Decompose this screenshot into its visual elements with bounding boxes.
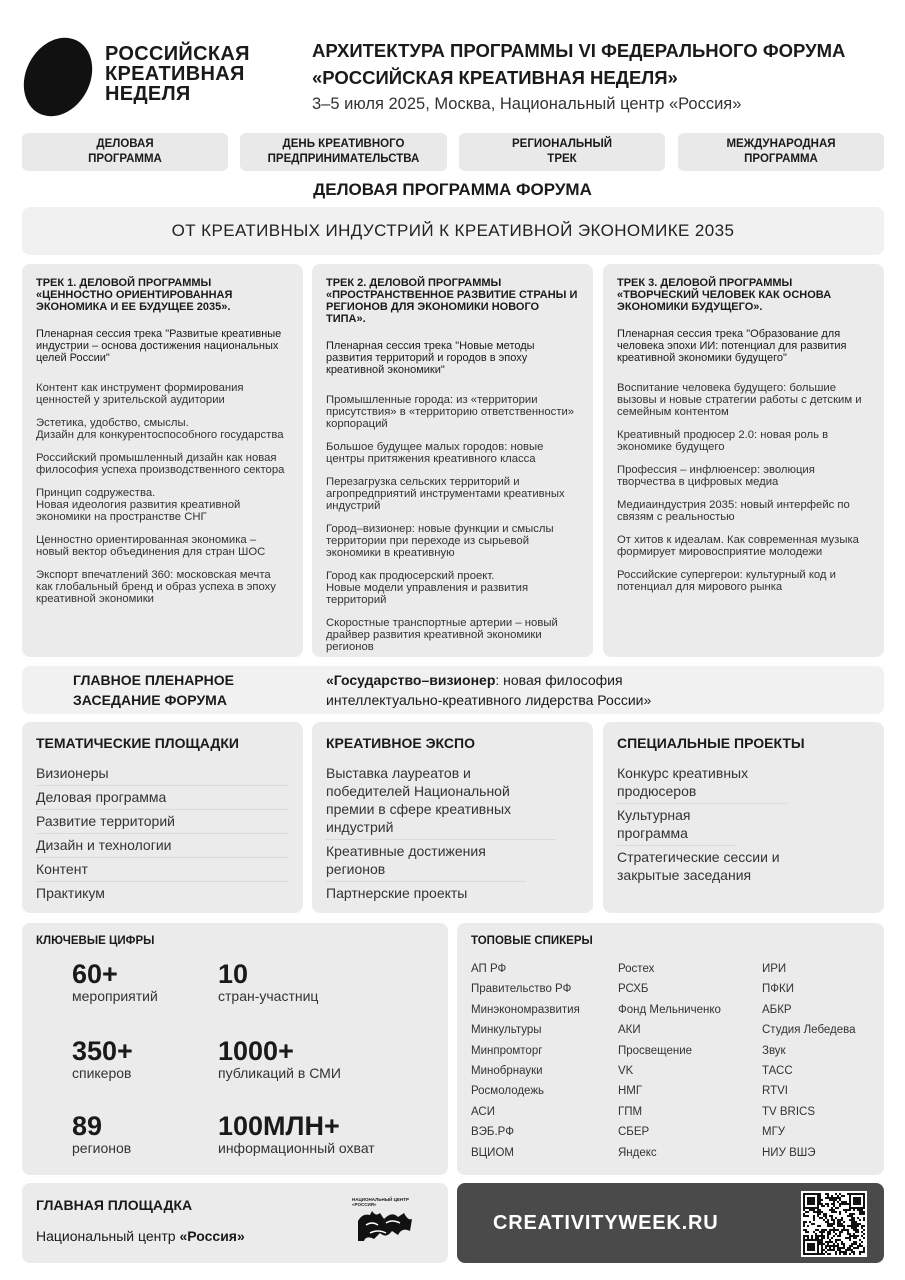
key-numbers-title: КЛЮЧЕВЫЕ ЦИФРЫ: [36, 935, 155, 947]
website-link[interactable]: CREATIVITYWEEK.RU: [493, 1212, 719, 1234]
track-title: ТРЕК 3. ДЕЛОВОЙ ПРОГРАММЫ «ТВОРЧЕСКИЙ ЧЕЛОВЕК КАК ОСНОВА ЭКОНОМИКИ БУДУЩЕГО».: [617, 277, 832, 313]
track-session: Воспитание человека будущего: большие вызовы и новые стратегии работы с детским и семейным контентом: [617, 382, 862, 418]
box-item: Контент: [36, 860, 289, 882]
top-speakers-title: ТОПОВЫЕ СПИКЕРЫ: [471, 935, 593, 947]
track-session: Медиаиндустрия 2035: новый интерфейс по связям с реальностью: [617, 499, 850, 523]
logo-text: [105, 44, 250, 104]
russia-emblem-icon: [352, 1207, 418, 1245]
stat-countries: [218, 960, 388, 1004]
track-session: Ценностно ориентированная экономика – новый вектор объединения для стран ШОС: [36, 534, 266, 558]
stat-value: 10: [218, 959, 249, 989]
stat-regions: [72, 1112, 242, 1156]
plenary-topic-bold: «Государство–визионер: [326, 672, 496, 688]
qr-code-icon: [801, 1191, 867, 1257]
speaker-org: ИРИ: [762, 963, 787, 975]
track-session: От хитов к идеалам. Как современная музыка формирует мировосприятие молодежи: [617, 534, 859, 558]
track-card-3: [603, 264, 884, 657]
speaker-org: ВЦИОМ: [471, 1146, 514, 1159]
track-title: ТРЕК 2. ДЕЛОВОЙ ПРОГРАММЫ «ПРОСТРАНСТВЕННОЕ РАЗВИТИЕ СТРАНЫ И РЕГИОНОВ ДЛЯ ЭКОНОМИКИ НОВОГО ТИПА».: [326, 277, 578, 325]
stat-value: 350+: [72, 1036, 133, 1066]
box-item: Партнерские проекты: [326, 885, 468, 901]
speaker-org: ТАСС: [762, 1064, 793, 1077]
track-session: Профессия – инфлюенсер: эволюция творчества в цифровых медиа: [617, 464, 815, 488]
tab-business-program[interactable]: ДЕЛОВАЯ ПРОГРАММА: [22, 133, 228, 171]
box-item: Креативные достижения регионов: [326, 842, 526, 882]
speaker-org: TV BRICS: [762, 1105, 816, 1118]
track-session: Российский промышленный дизайн как новая философия успеха производственного сектора: [36, 452, 285, 476]
thematic-venues-box: [22, 722, 303, 913]
speaker-org: ПФКИ: [762, 983, 794, 996]
speaker-org: Минэкономразвития: [471, 1003, 580, 1016]
stat-events: [72, 960, 242, 1004]
special-projects-box: [603, 722, 884, 913]
stat-label: спикеров: [72, 1065, 132, 1081]
box-item: Деловая программа: [36, 788, 289, 810]
speaker-org: Минобрнауки: [471, 1064, 543, 1077]
tab-entrepreneurship-day[interactable]: ДЕНЬ КРЕАТИВНОГО ПРЕДПРИНИМАТЕЛЬСТВА: [240, 133, 447, 171]
venue-name: [36, 1228, 245, 1244]
speaker-org: Правительство РФ: [471, 983, 572, 996]
speaker-org: НИУ ВШЭ: [762, 1146, 816, 1159]
box-item: Практикум: [36, 885, 105, 901]
track-session: Контент как инструмент формирования ценностей у зрительской аудитории: [36, 382, 244, 406]
venue-title: ГЛАВНАЯ ПЛОЩАДКА: [36, 1197, 193, 1213]
emblem-text: НАЦИОНАЛЬНЫЙ ЦЕНТР «РОССИЯ»: [352, 1197, 409, 1207]
track-session: Экспорт впечатлений 360: московская мечта как глобальный бренд и образ успеха в эпоху креативной экономики: [36, 569, 276, 605]
russia-center-emblem: [352, 1197, 418, 1250]
logo-line: НЕДЕЛЯ: [105, 83, 191, 105]
stat-value: 1000+: [218, 1036, 294, 1066]
speaker-org: Просвещение: [618, 1044, 693, 1057]
stat-publications: [218, 1037, 388, 1081]
track-session: Скоростные транспортные артерии – новый драйвер развития креативной экономики регионов: [326, 617, 558, 653]
speaker-org: СБЕР: [618, 1126, 650, 1139]
speaker-org: ВЭБ.РФ: [471, 1126, 514, 1139]
stat-reach: [218, 1112, 418, 1156]
speaker-org: Минкультуры: [471, 1024, 542, 1037]
speaker-org: Студия Лебедева: [762, 1024, 856, 1037]
track-plenary: Пленарная сессия трека "Развитые креативные индустрии – основа достижения национальных целей России": [36, 328, 282, 364]
track-plenary: Пленарная сессия трека "Образование для человека эпохи ИИ: потенциал для развития креативной экономики будущего": [617, 328, 847, 364]
logo-line: РОССИЙСКАЯ: [105, 43, 250, 65]
speaker-org: Минпромторг: [471, 1044, 543, 1057]
plenary-topic-rest: : новая философия: [495, 672, 623, 688]
stat-value: 89: [72, 1111, 103, 1141]
speaker-org: RTVI: [762, 1085, 788, 1098]
track-plenary: Пленарная сессия трека "Новые методы развития территорий и городов в эпоху креативной экономики": [326, 340, 535, 376]
track-session: Большое будущее малых городов: новые центры притяжения креативного класса: [326, 441, 544, 465]
track-session: Креативный продюсер 2.0: новая роль в экономике будущего: [617, 429, 829, 453]
speaker-org: ГПМ: [618, 1105, 643, 1118]
box-item: Развитие территорий: [36, 812, 289, 834]
speaker-org: АБКР: [762, 1003, 792, 1016]
theme-banner: ОТ КРЕАТИВНЫХ ИНДУСТРИЙ К КРЕАТИВНОЙ ЭКОНОМИКЕ 2035: [22, 207, 884, 255]
stat-label: регионов: [72, 1140, 132, 1156]
box-item: Стратегические сессии и закрытые заседания: [617, 849, 780, 883]
track-session: Промышленные города: из «территории присутствия» в «территорию ответственности» корпораций: [326, 394, 575, 430]
box-title: КРЕАТИВНОЕ ЭКСПО: [326, 735, 475, 751]
speaker-org: АКИ: [618, 1024, 641, 1037]
speaker-org: Звук: [762, 1044, 786, 1057]
stat-label: информационный охват: [218, 1140, 375, 1156]
stat-value: 100МЛН+: [218, 1111, 340, 1141]
track-card-2: [312, 264, 593, 657]
track-card-1: [22, 264, 303, 657]
tab-international-program[interactable]: МЕЖДУНАРОДНАЯ ПРОГРАММА: [678, 133, 884, 171]
speaker-org: Яндекс: [618, 1146, 657, 1159]
creative-expo-box: [312, 722, 593, 913]
stat-label: мероприятий: [72, 988, 158, 1004]
speaker-org: VK: [618, 1064, 634, 1077]
stat-label: стран-участниц: [218, 988, 319, 1004]
speakers-column-1: [471, 963, 621, 1167]
box-title: ТЕМАТИЧЕСКИЕ ПЛОЩАДКИ: [36, 735, 239, 751]
tab-regional-track[interactable]: РЕГИОНАЛЬНЫЙ ТРЕК: [459, 133, 665, 171]
plenary-topic: [326, 670, 651, 710]
logo-line: КРЕАТИВНАЯ: [105, 63, 245, 85]
box-title: СПЕЦИАЛЬНЫЕ ПРОЕКТЫ: [617, 735, 805, 751]
qr-code[interactable]: [801, 1191, 867, 1257]
stat-value: 60+: [72, 959, 118, 989]
speaker-org: НМГ: [618, 1085, 643, 1098]
venue-name-bold: «Россия»: [179, 1228, 245, 1244]
box-item: Выставка лауреатов и победителей Национальной премии в сфере креативных индустрий: [326, 764, 556, 840]
plenary-topic-line2: интеллектуально-креативного лидерства России»: [326, 692, 652, 708]
track-session: Эстетика, удобство, смыслы. Дизайн для конкурентоспособного государства: [36, 417, 284, 441]
box-item: Визионеры: [36, 764, 289, 786]
speaker-org: РСХБ: [618, 983, 649, 996]
speaker-org: МГУ: [762, 1126, 786, 1139]
track-session: Перезагрузка сельских территорий и агропредприятий инструментами креативных индустрий: [326, 476, 565, 512]
venue-prefix: Национальный центр: [36, 1228, 180, 1244]
stat-label: публикаций в СМИ: [218, 1065, 341, 1081]
speaker-org: Фонд Мельниченко: [618, 1003, 721, 1016]
box-item: Конкурс креативных продюсеров: [617, 764, 787, 804]
event-dates-location: 3–5 июля 2025, Москва, Национальный центр «Россия»: [312, 95, 742, 113]
section-title: ДЕЛОВАЯ ПРОГРАММА ФОРУМА: [313, 180, 592, 199]
box-item: Дизайн и технологии: [36, 836, 289, 858]
top-speakers-panel: [457, 923, 884, 1175]
track-session: Принцип содружества. Новая идеология развития креативной экономики на пространстве СНГ: [36, 487, 241, 523]
page-title: АРХИТЕКТУРА ПРОГРАММЫ VI ФЕДЕРАЛЬНОГО ФОРУМА «РОССИЙСКАЯ КРЕАТИВНАЯ НЕДЕЛЯ»: [312, 40, 846, 88]
track-session: Город как продюсерский проект. Новые модели управления и развития территорий: [326, 570, 529, 606]
speaker-org: АСИ: [471, 1105, 495, 1118]
logo-mark: [10, 26, 105, 128]
speaker-org: АП РФ: [471, 963, 507, 975]
track-session: Российские супергерои: культурный код и потенциал для мирового рынка: [617, 569, 836, 593]
box-item: Культурная программа: [617, 806, 737, 846]
speaker-org: Росмолодежь: [471, 1085, 545, 1098]
speakers-column-2: [618, 963, 768, 1167]
speakers-column-3: [762, 963, 880, 1167]
track-session: Город–визионер: новые функции и смыслы территории при переходе из сырьевой экономики в креативную: [326, 523, 554, 559]
speaker-org: Ростех: [618, 963, 655, 975]
plenary-label: ГЛАВНОЕ ПЛЕНАРНОЕ ЗАСЕДАНИЕ ФОРУМА: [73, 672, 234, 708]
track-title: ТРЕК 1. ДЕЛОВОЙ ПРОГРАММЫ «ЦЕННОСТНО ОРИЕНТИРОВАННАЯ ЭКОНОМИКА И ЕЕ БУДУЩЕЕ 2035».: [36, 277, 233, 313]
stat-speakers: [72, 1037, 242, 1081]
